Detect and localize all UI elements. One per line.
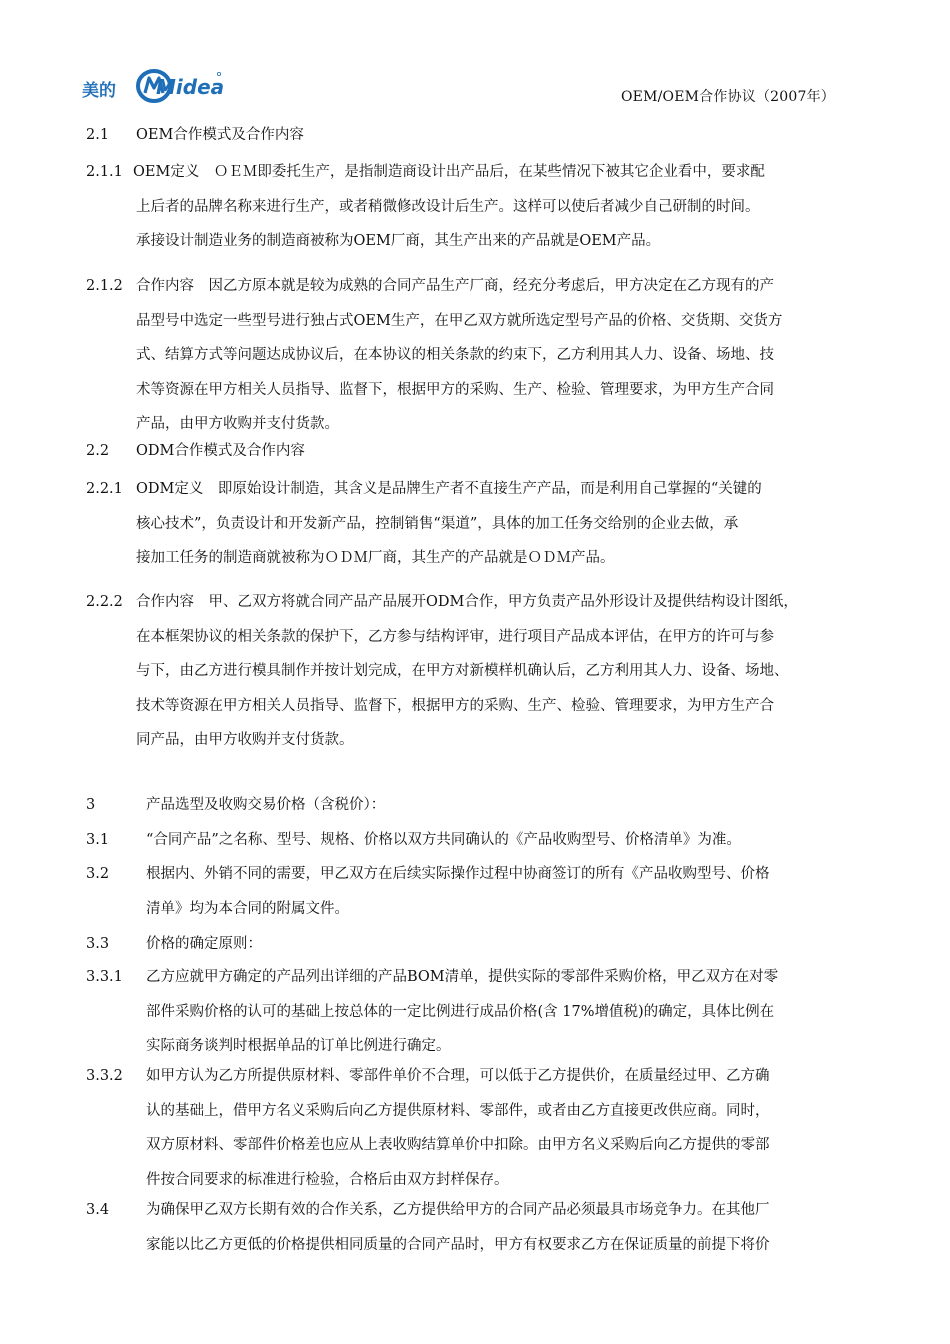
section-3-2 [86, 857, 876, 926]
section-text-line: 在本框架协议的相关条款的保护下，乙方参与结构评审，进行项目产品成本评估，在甲方的许可与参 [136, 628, 774, 645]
section-3-3-2 [86, 1059, 876, 1197]
section-number: 2.1 [86, 127, 110, 143]
section-text-line: 承接设计制造业务的制造商被称为OEM厂商，其生产出来的产品就是OEM产品。 [136, 233, 661, 249]
section-3-3-1 [86, 960, 876, 1064]
section-text-line: 上后者的品牌名称来进行生产，或者稍微修改设计后生产。这样可以使后者减少自己研制的时间。 [136, 198, 760, 215]
section-2-2-1 [86, 472, 876, 576]
section-text-line: 同产品，由甲方收购并支付货款。 [136, 732, 354, 748]
section-text-line: 术等资源在甲方相关人员指导、监督下，根据甲方的采购、生产、检验、管理要求，为甲方生产合同 [136, 381, 774, 398]
section-text-line: 式、结算方式等问题达成协议后，在本协议的相关条款的约束下，乙方利用其人力、设备、场地、技 [136, 347, 774, 363]
section-text-line: 接加工任务的制造商就被称为ＯＤＭ厂商，其生产的产品就是ＯＤＭ产品。 [136, 550, 615, 566]
section-text-line: 合作内容 因乙方原本就是较为成熟的合同产品生产厂商，经充分考虑后，甲方决定在乙方现有的产 [136, 278, 774, 294]
section-number: 3.3.1 [86, 969, 123, 985]
section-text-line: OEM定义 ＯＥＭ即委托生产，是指制造商设计出产品后，在某些情况下被其它企业看中，要求配 [133, 164, 765, 180]
section-text-line: ODM合作模式及合作内容 [136, 443, 305, 459]
section-text-line: 品型号中选定一些型号进行独占式OEM生产，在甲乙双方就所选定型号产品的价格、交货期、交货方 [136, 312, 783, 329]
section-number: 2.2.1 [86, 481, 123, 497]
section-number: 2.2 [86, 443, 110, 459]
section-2-2-2 [86, 585, 876, 758]
section-2-2 [86, 434, 876, 469]
section-text-line: ODM定义 即原始设计制造，其含义是品牌生产者不直接生产产品，而是利用自己掌握的“关键的 [136, 481, 762, 497]
section-2-1-1 [86, 155, 876, 259]
section-2-1-2 [86, 269, 876, 442]
section-text-line: 家能以比乙方更低的价格提供相同质量的合同产品时，甲方有权要求乙方在保证质量的前提下将价 [146, 1236, 770, 1253]
section-number: 3.2 [86, 866, 110, 882]
section-number: 3.3.2 [86, 1068, 123, 1084]
section-text-line: 实际商务谈判时根据单品的订单比例进行确定。 [146, 1038, 451, 1054]
section-text-line: 如甲方认为乙方所提供原材料、零部件单价不合理，可以低于乙方提供价，在质量经过甲、乙方确 [146, 1068, 770, 1084]
section-3 [86, 788, 876, 823]
section-text-line: 部件采购价格的认可的基础上按总体的一定比例进行成品价格(含 17%增值税)的确定，具体比例在 [146, 1003, 775, 1020]
section-text-line: 技术等资源在甲方相关人员指导、监督下，根据甲方的采购、生产、检验、管理要求，为甲方生产合 [136, 697, 774, 714]
section-text-line: “合同产品”之名称、型号、规格、价格以双方共同确认的《产品收购型号、价格清单》为准。 [146, 832, 741, 848]
section-text-line: 为确保甲乙双方长期有效的合作关系，乙方提供给甲方的合同产品必须最具市场竞争力。在其他厂 [146, 1202, 770, 1218]
logo-chinese-text: 美的 [82, 81, 116, 101]
section-3-3 [86, 927, 876, 962]
section-text-line: 与下，由乙方进行模具制作并按计划完成，在甲方对新模样机确认后，乙方利用其人力、设备、场地、 [136, 663, 789, 679]
section-text-line: 价格的确定原则： [146, 936, 262, 952]
section-2-1 [86, 118, 876, 153]
logo-english-text: Midea [156, 75, 225, 99]
section-text-line: 乙方应就甲方确定的产品列出详细的产品BOM清单，提供实际的零部件采购价格，甲乙双方在对零 [146, 969, 779, 985]
section-text-line: OEM合作模式及合作内容 [136, 127, 304, 143]
section-text-line: 核心技术”，负责设计和开发新产品，控制销售“渠道”，具体的加工任务交给别的企业去做，承 [136, 515, 739, 532]
section-text-line: 清单》均为本合同的附属文件。 [146, 900, 349, 917]
section-number: 3.1 [86, 832, 110, 848]
section-number: 2.1.1 [86, 164, 123, 180]
section-number: 2.2.2 [86, 594, 123, 610]
midea-logo [82, 66, 225, 106]
section-text-line: 认的基础上，借甲方名义采购后向乙方提供原材料、零部件，或者由乙方直接更改供应商。同时， [146, 1102, 770, 1119]
section-text-line: 双方原材料、零部件价格差也应从上表收购结算单价中扣除。由甲方名义采购后向乙方提供的零部 [146, 1137, 770, 1153]
section-3-1 [86, 823, 876, 858]
section-number: 3.4 [86, 1202, 110, 1218]
section-number: 3 [86, 797, 96, 813]
document-header-title: OEM/OEM合作协议（2007年） [621, 89, 836, 105]
section-text-line: 根据内、外销不同的需要，甲乙双方在后续实际操作过程中协商签订的所有《产品收购型号、价格 [146, 866, 770, 882]
section-text-line: 产品，由甲方收购并支付货款。 [136, 416, 339, 432]
section-number: 2.1.2 [86, 278, 123, 294]
section-text-line: 合作内容 甲、乙双方将就合同产品产品展开ODM合作，甲方负责产品外形设计及提供结构设计图纸， [136, 594, 798, 610]
section-3-4 [86, 1193, 876, 1262]
section-text-line: 产品选型及收购交易价格（含税价）： [146, 797, 386, 813]
section-number: 3.3 [86, 936, 110, 952]
section-text-line: 件按合同要求的标准进行检验，合格后由双方封样保存。 [146, 1171, 509, 1188]
